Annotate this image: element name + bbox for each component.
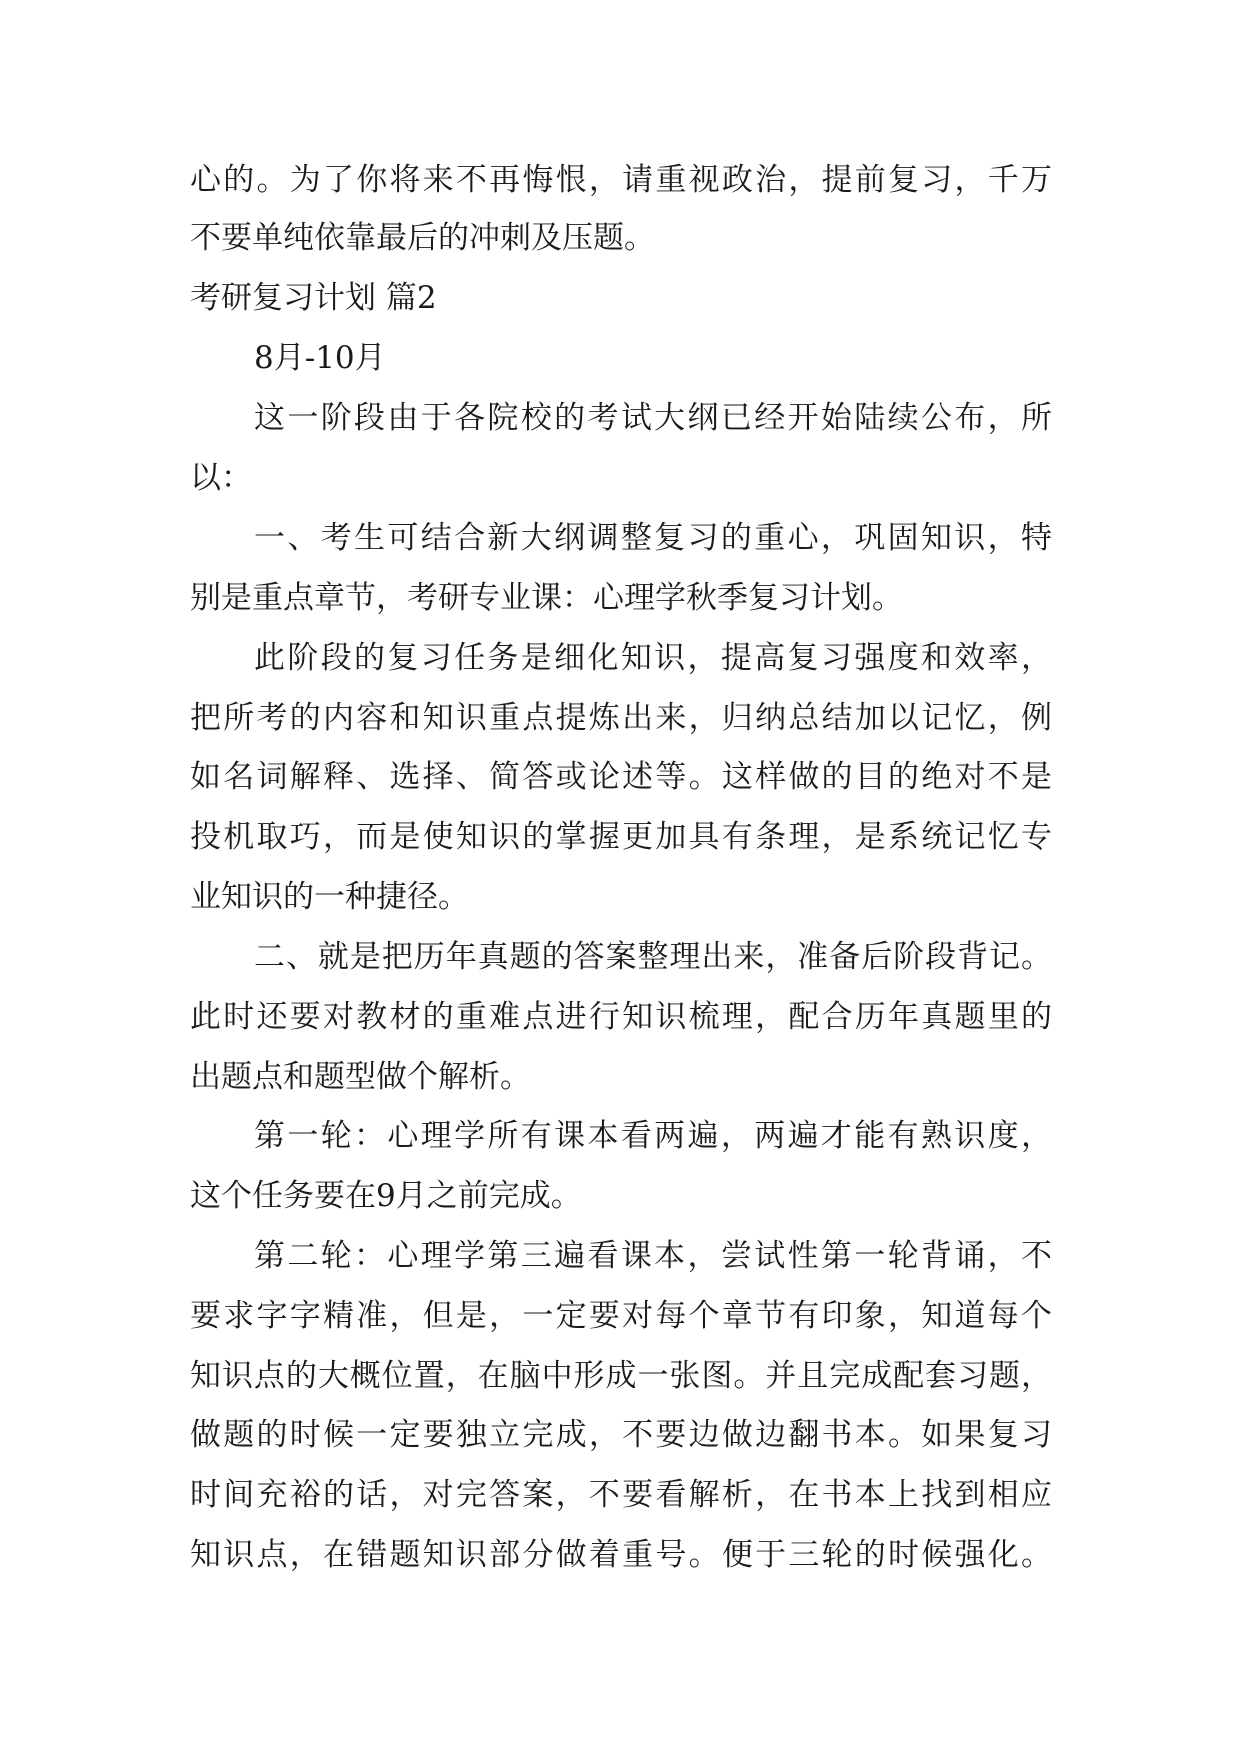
body-text-line: 心的。为了你将来不再悔恨，请重视政治，提前复习，千万 xyxy=(190,162,1052,198)
section-heading: 考研复习计划 篇2 xyxy=(190,280,437,316)
paragraph-line: 第一轮：心理学所有课本看两遍，两遍才能有熟识度， xyxy=(254,1118,1052,1154)
paragraph-line: 投机取巧，而是使知识的掌握更加具有条理，是系统记忆专 xyxy=(190,819,1052,855)
paragraph-line: 这个任务要在9月之前完成。 xyxy=(190,1178,582,1214)
paragraph-line: 时间充裕的话，对完答案，不要看解析，在书本上找到相应 xyxy=(190,1477,1052,1513)
paragraph-line: 做题的时候一定要独立完成，不要边做边翻书本。如果复习 xyxy=(190,1417,1052,1453)
paragraph-line: 要求字字精准，但是，一定要对每个章节有印象，知道每个 xyxy=(190,1298,1052,1334)
paragraph-line: 此阶段的复习任务是细化知识，提高复习强度和效率， xyxy=(254,640,1052,676)
paragraph-line: 二、就是把历年真题的答案整理出来，准备后阶段背记。 xyxy=(254,939,1052,975)
paragraph-line: 出题点和题型做个解析。 xyxy=(190,1059,531,1095)
paragraph-line: 以： xyxy=(190,460,252,496)
paragraph-line: 业知识的一种捷径。 xyxy=(190,879,469,915)
paragraph-line: 一、考生可结合新大纲调整复习的重心，巩固知识，特 xyxy=(254,520,1052,556)
paragraph-line: 此时还要对教材的重难点进行知识梳理，配合历年真题里的 xyxy=(190,999,1052,1035)
paragraph-line: 这一阶段由于各院校的考试大纲已经开始陆续公布，所 xyxy=(254,400,1052,436)
body-text-line: 不要单纯依靠最后的冲刺及压题。 xyxy=(190,220,655,256)
paragraph-line: 知识点，在错题知识部分做着重号。便于三轮的时候强化。 xyxy=(190,1537,1052,1573)
date-range-line: 8月-10月 xyxy=(254,340,386,376)
paragraph-line: 把所考的内容和知识重点提炼出来，归纳总结加以记忆，例 xyxy=(190,700,1052,736)
paragraph-line: 别是重点章节，考研专业课：心理学秋季复习计划。 xyxy=(190,580,903,616)
paragraph-line: 第二轮：心理学第三遍看课本，尝试性第一轮背诵，不 xyxy=(254,1238,1052,1274)
paragraph-line: 如名词解释、选择、简答或论述等。这样做的目的绝对不是 xyxy=(190,759,1052,795)
paragraph-line: 知识点的大概位置，在脑中形成一张图。并且完成配套习题， xyxy=(190,1358,1052,1394)
